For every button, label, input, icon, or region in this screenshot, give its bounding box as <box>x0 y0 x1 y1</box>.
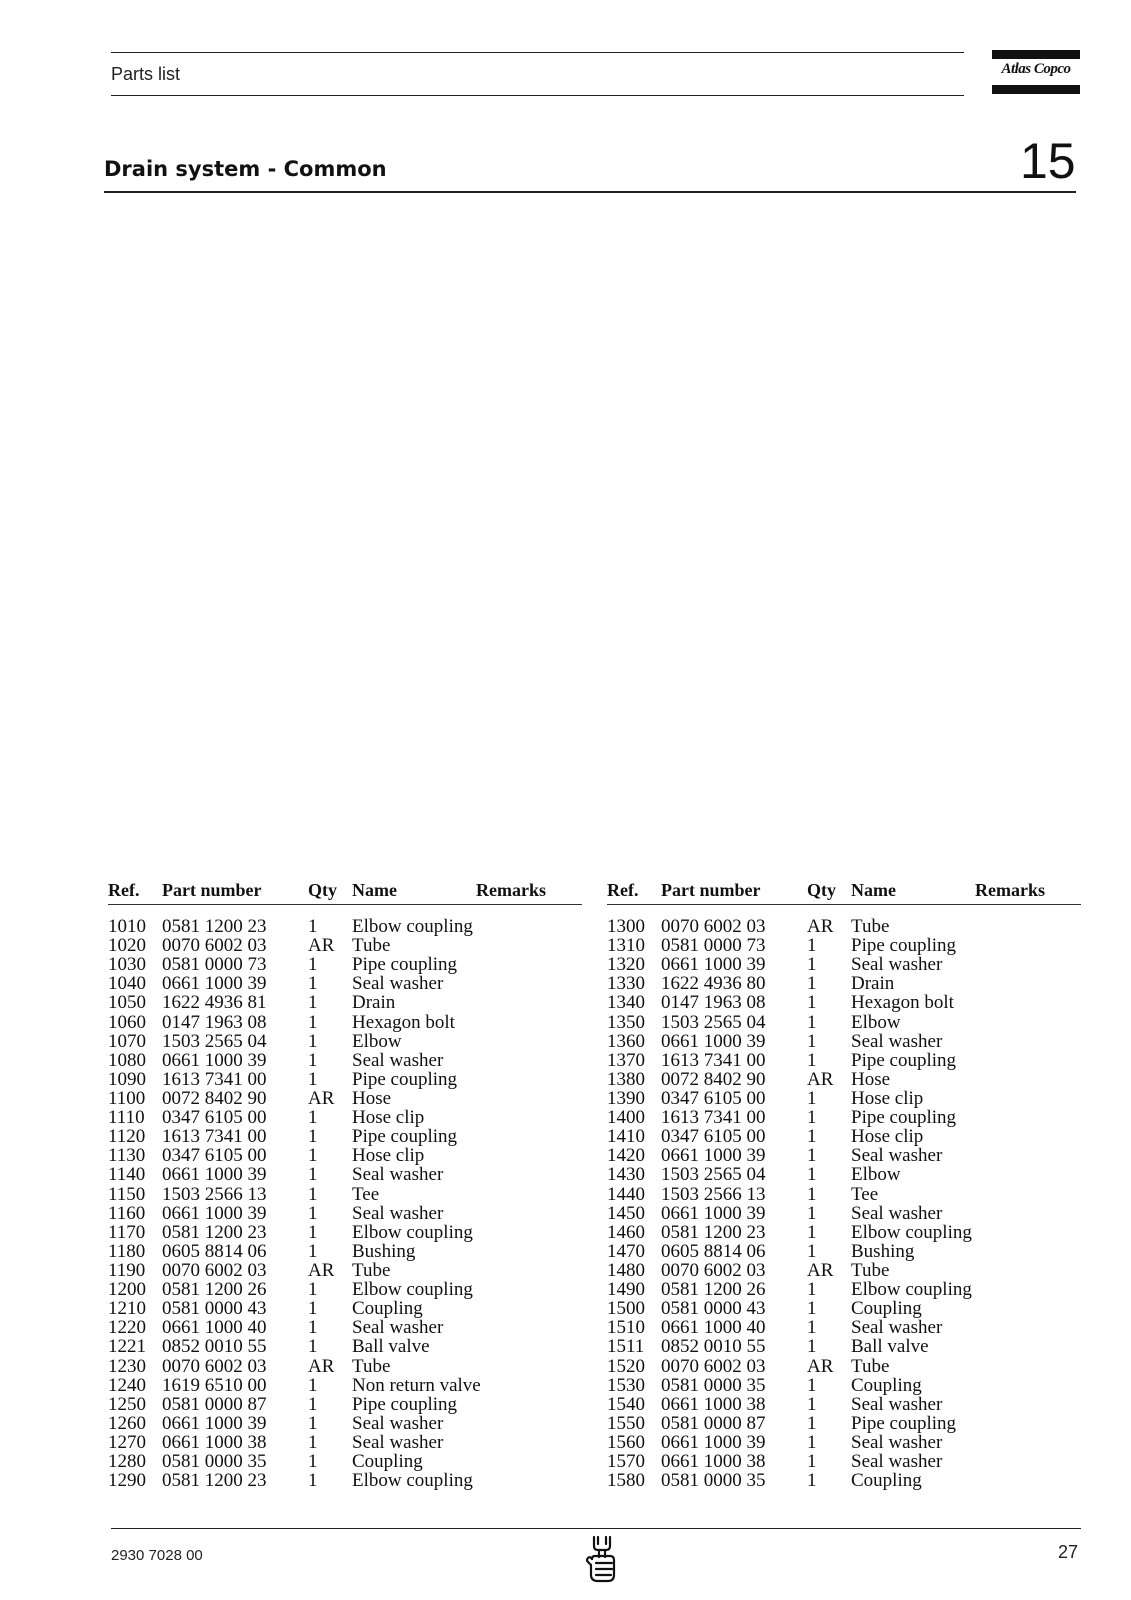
name-cell: Seal washer <box>851 1202 943 1224</box>
ref-cell: 1460 <box>607 1221 645 1243</box>
part-number-cell: 1613 7341 00 <box>162 1126 267 1148</box>
ref-cell: 1090 <box>108 1068 146 1090</box>
ref-cell: 1221 <box>108 1336 146 1358</box>
qty-cell: 1 <box>308 1145 318 1167</box>
header-top-rule <box>111 52 964 53</box>
qty-cell: 1 <box>807 1221 817 1243</box>
name-cell: Seal washer <box>851 954 943 976</box>
part-number-cell: 0347 6105 00 <box>661 1087 766 1109</box>
ref-cell: 1020 <box>108 935 146 957</box>
part-number-cell: 0070 6002 03 <box>661 1355 766 1377</box>
part-number-cell: 0661 1000 39 <box>162 1049 267 1071</box>
qty-cell: 1 <box>807 973 817 995</box>
ref-cell: 1260 <box>108 1412 146 1434</box>
col-header-ref: Ref. <box>607 880 639 900</box>
part-number-cell: 0581 1200 23 <box>162 1470 267 1492</box>
part-number-cell: 0581 0000 35 <box>661 1374 766 1396</box>
qty-cell: 1 <box>807 1412 817 1434</box>
name-cell: Tube <box>851 1355 890 1377</box>
page-number: 27 <box>1058 1542 1079 1562</box>
ref-cell: 1160 <box>108 1202 146 1224</box>
qty-cell: 1 <box>807 1202 817 1224</box>
ref-cell: 1470 <box>607 1240 645 1262</box>
name-cell: Elbow coupling <box>851 1279 972 1301</box>
name-cell: Seal washer <box>352 973 444 995</box>
ref-cell: 1170 <box>108 1221 146 1243</box>
ref-cell: 1210 <box>108 1298 146 1320</box>
name-cell: Elbow coupling <box>851 1221 972 1243</box>
qty-cell: AR <box>308 935 335 957</box>
name-cell: Pipe coupling <box>851 1107 957 1129</box>
name-cell: Elbow <box>851 1011 901 1033</box>
part-number-cell: 0070 6002 03 <box>661 1259 766 1281</box>
part-number-cell: 1613 7341 00 <box>162 1068 267 1090</box>
part-number-cell: 0661 1000 38 <box>661 1451 766 1473</box>
name-cell: Seal washer <box>851 1145 943 1167</box>
col-header-qty: Qty <box>807 880 836 900</box>
part-number-cell: 0072 8402 90 <box>162 1087 267 1109</box>
document-number: 2930 7028 00 <box>111 1547 203 1564</box>
part-number-cell: 0581 0000 87 <box>661 1412 766 1434</box>
qty-cell: 1 <box>308 1412 318 1434</box>
ref-cell: 1380 <box>607 1068 645 1090</box>
name-cell: Seal washer <box>851 1317 943 1339</box>
name-cell: Hexagon bolt <box>352 1011 455 1033</box>
part-number-cell: 1622 4936 80 <box>661 973 766 995</box>
qty-cell: 1 <box>308 1451 318 1473</box>
qty-cell: 1 <box>308 1049 318 1071</box>
part-number-cell: 0852 0010 55 <box>162 1336 267 1358</box>
col-header-remarks: Remarks <box>975 880 1045 900</box>
part-number-cell: 0661 1000 38 <box>162 1431 267 1453</box>
section-rule <box>104 191 1076 193</box>
part-number-cell: 1503 2565 04 <box>162 1030 267 1052</box>
name-cell: Bushing <box>851 1240 915 1262</box>
ref-cell: 1050 <box>108 992 146 1014</box>
qty-cell: 1 <box>807 1279 817 1301</box>
name-cell: Coupling <box>851 1470 922 1492</box>
section-number: 15 <box>1020 133 1076 189</box>
name-cell: Pipe coupling <box>851 1412 957 1434</box>
name-cell: Pipe coupling <box>352 954 458 976</box>
ref-cell: 1390 <box>607 1087 645 1109</box>
part-number-cell: 0852 0010 55 <box>661 1336 766 1358</box>
name-cell: Coupling <box>851 1374 922 1396</box>
ref-cell: 1240 <box>108 1374 146 1396</box>
qty-cell: 1 <box>807 1126 817 1148</box>
name-cell: Pipe coupling <box>352 1126 458 1148</box>
table-header-rule <box>607 904 1081 905</box>
qty-cell: AR <box>308 1087 335 1109</box>
part-number-cell: 1503 2565 04 <box>661 1011 766 1033</box>
ref-cell: 1250 <box>108 1393 146 1415</box>
ref-cell: 1100 <box>108 1087 146 1109</box>
qty-cell: AR <box>308 1259 335 1281</box>
ref-cell: 1300 <box>607 916 645 937</box>
name-cell: Seal washer <box>352 1164 444 1186</box>
name-cell: Seal washer <box>352 1317 444 1339</box>
name-cell: Drain <box>352 992 396 1014</box>
name-cell: Elbow coupling <box>352 1470 473 1492</box>
qty-cell: 1 <box>308 1431 318 1453</box>
name-cell: Drain <box>851 973 895 995</box>
ref-cell: 1570 <box>607 1451 645 1473</box>
qty-cell: 1 <box>807 1336 817 1358</box>
name-cell: Seal washer <box>851 1451 943 1473</box>
qty-cell: 1 <box>308 1374 318 1396</box>
qty-cell: 1 <box>308 1298 318 1320</box>
part-number-cell: 0347 6105 00 <box>162 1145 267 1167</box>
qty-cell: 1 <box>308 992 318 1014</box>
ref-cell: 1190 <box>108 1259 146 1281</box>
name-cell: Seal washer <box>352 1431 444 1453</box>
ref-cell: 1030 <box>108 954 146 976</box>
ref-cell: 1010 <box>108 916 146 937</box>
ref-cell: 1420 <box>607 1145 645 1167</box>
ref-cell: 1490 <box>607 1279 645 1301</box>
ref-cell: 1430 <box>607 1164 645 1186</box>
header-bottom-rule <box>111 95 964 96</box>
qty-cell: 1 <box>308 1183 318 1205</box>
name-cell: Seal washer <box>352 1202 444 1224</box>
part-number-cell: 1613 7341 00 <box>661 1107 766 1129</box>
qty-cell: 1 <box>308 1221 318 1243</box>
qty-cell: AR <box>308 1355 335 1377</box>
name-cell: Elbow <box>352 1030 402 1052</box>
name-cell: Ball valve <box>851 1336 929 1358</box>
part-number-cell: 1622 4936 81 <box>162 992 267 1014</box>
qty-cell: 1 <box>807 1374 817 1396</box>
ref-cell: 1410 <box>607 1126 645 1148</box>
qty-cell: 1 <box>308 1279 318 1301</box>
name-cell: Tube <box>851 1259 890 1281</box>
part-number-cell: 1619 6510 00 <box>162 1374 267 1396</box>
part-number-cell: 0581 0000 35 <box>661 1470 766 1492</box>
qty-cell: 1 <box>308 1393 318 1415</box>
part-number-cell: 1503 2566 13 <box>661 1183 766 1205</box>
ref-cell: 1130 <box>108 1145 146 1167</box>
qty-cell: 1 <box>308 1107 318 1129</box>
ref-cell: 1120 <box>108 1126 146 1148</box>
ref-cell: 1280 <box>108 1451 146 1473</box>
qty-cell: AR <box>807 1068 834 1090</box>
qty-cell: 1 <box>807 954 817 976</box>
ref-cell: 1350 <box>607 1011 645 1033</box>
part-number-cell: 0581 1200 23 <box>661 1221 766 1243</box>
qty-cell: 1 <box>308 1068 318 1090</box>
part-number-cell: 0581 0000 87 <box>162 1393 267 1415</box>
footer-rule <box>111 1528 1081 1529</box>
name-cell: Coupling <box>352 1298 423 1320</box>
col-header-name: Name <box>851 880 896 900</box>
name-cell: Tube <box>352 1259 391 1281</box>
name-cell: Hexagon bolt <box>851 992 954 1014</box>
part-number-cell: 0605 8814 06 <box>661 1240 766 1262</box>
name-cell: Coupling <box>352 1451 423 1473</box>
part-number-cell: 0347 6105 00 <box>162 1107 267 1129</box>
part-number-cell: 0661 1000 39 <box>661 1030 766 1052</box>
part-number-cell: 0581 1200 26 <box>162 1279 267 1301</box>
name-cell: Pipe coupling <box>851 1049 957 1071</box>
ref-cell: 1370 <box>607 1049 645 1071</box>
qty-cell: 1 <box>807 1470 817 1492</box>
part-number-cell: 0661 1000 39 <box>162 1202 267 1224</box>
name-cell: Elbow <box>851 1164 901 1186</box>
ref-cell: 1580 <box>607 1470 645 1492</box>
ref-cell: 1510 <box>607 1317 645 1339</box>
qty-cell: 1 <box>807 1393 817 1415</box>
col-header-qty: Qty <box>308 880 337 900</box>
qty-cell: 1 <box>308 1030 318 1052</box>
qty-cell: 1 <box>807 1145 817 1167</box>
ref-cell: 1520 <box>607 1355 645 1377</box>
qty-cell: 1 <box>308 954 318 976</box>
qty-cell: 1 <box>308 1202 318 1224</box>
ref-cell: 1340 <box>607 992 645 1014</box>
atlas-copco-logo <box>992 50 1080 94</box>
ref-cell: 1310 <box>607 935 645 957</box>
qty-cell: 1 <box>807 1431 817 1453</box>
part-number-cell: 0581 0000 73 <box>162 954 267 976</box>
table-header-rule <box>108 904 582 905</box>
qty-cell: 1 <box>807 1298 817 1320</box>
part-number-cell: 0661 1000 39 <box>661 1202 766 1224</box>
part-number-cell: 0661 1000 39 <box>162 1412 267 1434</box>
part-number-cell: 0661 1000 38 <box>661 1393 766 1415</box>
part-number-cell: 0072 8402 90 <box>661 1068 766 1090</box>
ref-cell: 1550 <box>607 1412 645 1434</box>
part-number-cell: 0605 8814 06 <box>162 1240 267 1262</box>
name-cell: Tube <box>851 916 890 937</box>
part-number-cell: 0661 1000 39 <box>162 1164 267 1186</box>
service-tool-icon <box>584 1535 620 1583</box>
name-cell: Seal washer <box>851 1393 943 1415</box>
qty-cell: 1 <box>308 916 318 937</box>
name-cell: Elbow coupling <box>352 916 473 937</box>
qty-cell: 1 <box>308 1011 318 1033</box>
part-number-cell: 0661 1000 39 <box>162 973 267 995</box>
part-number-cell: 0147 1963 08 <box>162 1011 267 1033</box>
part-number-cell: 0581 0000 43 <box>661 1298 766 1320</box>
part-number-cell: 0661 1000 39 <box>661 954 766 976</box>
ref-cell: 1450 <box>607 1202 645 1224</box>
header-label: Parts list <box>111 64 181 84</box>
ref-cell: 1270 <box>108 1431 146 1453</box>
qty-cell: 1 <box>807 1451 817 1473</box>
ref-cell: 1530 <box>607 1374 645 1396</box>
name-cell: Tee <box>851 1183 879 1205</box>
part-number-cell: 0070 6002 03 <box>162 935 267 957</box>
part-number-cell: 0581 0000 35 <box>162 1451 267 1473</box>
ref-cell: 1110 <box>108 1107 145 1129</box>
name-cell: Seal washer <box>352 1049 444 1071</box>
name-cell: Elbow coupling <box>352 1279 473 1301</box>
name-cell: Coupling <box>851 1298 922 1320</box>
part-number-cell: 0347 6105 00 <box>661 1126 766 1148</box>
name-cell: Hose <box>352 1087 392 1109</box>
name-cell: Elbow coupling <box>352 1221 473 1243</box>
name-cell: Bushing <box>352 1240 416 1262</box>
brand-wordmark: Atlas Copco <box>1001 61 1071 77</box>
ref-cell: 1140 <box>108 1164 146 1186</box>
name-cell: Hose clip <box>851 1087 924 1109</box>
name-cell: Seal washer <box>851 1431 943 1453</box>
name-cell: Pipe coupling <box>352 1068 458 1090</box>
qty-cell: 1 <box>807 992 817 1014</box>
col-header-ref: Ref. <box>108 880 140 900</box>
part-number-cell: 0661 1000 39 <box>661 1145 766 1167</box>
part-number-cell: 0581 1200 26 <box>661 1279 766 1301</box>
qty-cell: 1 <box>807 1107 817 1129</box>
name-cell: Ball valve <box>352 1336 430 1358</box>
ref-cell: 1320 <box>607 954 645 976</box>
name-cell: Tube <box>352 935 391 957</box>
name-cell: Tee <box>352 1183 380 1205</box>
qty-cell: 1 <box>308 1317 318 1339</box>
section-title: Drain system - Common <box>104 157 387 181</box>
part-number-cell: 0581 0000 43 <box>162 1298 267 1320</box>
ref-cell: 1150 <box>108 1183 146 1205</box>
part-number-cell: 0070 6002 03 <box>661 916 766 937</box>
part-number-cell: 0661 1000 39 <box>661 1431 766 1453</box>
qty-cell: 1 <box>308 1336 318 1358</box>
part-number-cell: 0147 1963 08 <box>661 992 766 1014</box>
qty-cell: 1 <box>807 1164 817 1186</box>
qty-cell: 1 <box>807 1049 817 1071</box>
ref-cell: 1290 <box>108 1470 146 1492</box>
name-cell: Hose clip <box>352 1145 425 1167</box>
name-cell: Non return valve <box>352 1374 481 1396</box>
name-cell: Hose <box>851 1068 891 1090</box>
part-number-cell: 1503 2565 04 <box>661 1164 766 1186</box>
part-number-cell: 0661 1000 40 <box>661 1317 766 1339</box>
ref-cell: 1080 <box>108 1049 146 1071</box>
part-number-cell: 1503 2566 13 <box>162 1183 267 1205</box>
ref-cell: 1040 <box>108 973 146 995</box>
name-cell: Tube <box>352 1355 391 1377</box>
ref-cell: 1200 <box>108 1279 146 1301</box>
col-header-remarks: Remarks <box>476 880 546 900</box>
name-cell: Pipe coupling <box>352 1393 458 1415</box>
qty-cell: 1 <box>807 935 817 957</box>
part-number-cell: 0581 1200 23 <box>162 1221 267 1243</box>
ref-cell: 1220 <box>108 1317 146 1339</box>
qty-cell: 1 <box>308 1164 318 1186</box>
part-number-cell: 0661 1000 40 <box>162 1317 267 1339</box>
part-number-cell: 0581 1200 23 <box>162 916 267 937</box>
part-number-cell: 0070 6002 03 <box>162 1355 267 1377</box>
qty-cell: 1 <box>308 1126 318 1148</box>
qty-cell: AR <box>807 1355 834 1377</box>
name-cell: Pipe coupling <box>851 935 957 957</box>
part-number-cell: 1613 7341 00 <box>661 1049 766 1071</box>
qty-cell: 1 <box>308 1470 318 1492</box>
qty-cell: 1 <box>807 1087 817 1109</box>
ref-cell: 1500 <box>607 1298 645 1320</box>
name-cell: Hose clip <box>851 1126 924 1148</box>
ref-cell: 1400 <box>607 1107 645 1129</box>
ref-cell: 1330 <box>607 973 645 995</box>
ref-cell: 1360 <box>607 1030 645 1052</box>
ref-cell: 1480 <box>607 1259 645 1281</box>
col-header-name: Name <box>352 880 397 900</box>
part-number-cell: 0070 6002 03 <box>162 1259 267 1281</box>
name-cell: Seal washer <box>352 1412 444 1434</box>
ref-cell: 1511 <box>607 1336 645 1358</box>
qty-cell: AR <box>807 1259 834 1281</box>
col-header-part-number: Part number <box>661 880 761 900</box>
part-number-cell: 0581 0000 73 <box>661 935 766 957</box>
qty-cell: 1 <box>308 973 318 995</box>
ref-cell: 1060 <box>108 1011 146 1033</box>
qty-cell: 1 <box>807 1317 817 1339</box>
ref-cell: 1070 <box>108 1030 146 1052</box>
qty-cell: 1 <box>308 1240 318 1262</box>
ref-cell: 1180 <box>108 1240 146 1262</box>
ref-cell: 1540 <box>607 1393 645 1415</box>
name-cell: Hose clip <box>352 1107 425 1129</box>
qty-cell: 1 <box>807 1183 817 1205</box>
col-header-part-number: Part number <box>162 880 262 900</box>
name-cell: Seal washer <box>851 1030 943 1052</box>
ref-cell: 1560 <box>607 1431 645 1453</box>
ref-cell: 1230 <box>108 1355 146 1377</box>
qty-cell: 1 <box>807 1011 817 1033</box>
ref-cell: 1440 <box>607 1183 645 1205</box>
qty-cell: 1 <box>807 1030 817 1052</box>
qty-cell: AR <box>807 916 834 937</box>
qty-cell: 1 <box>807 1240 817 1262</box>
